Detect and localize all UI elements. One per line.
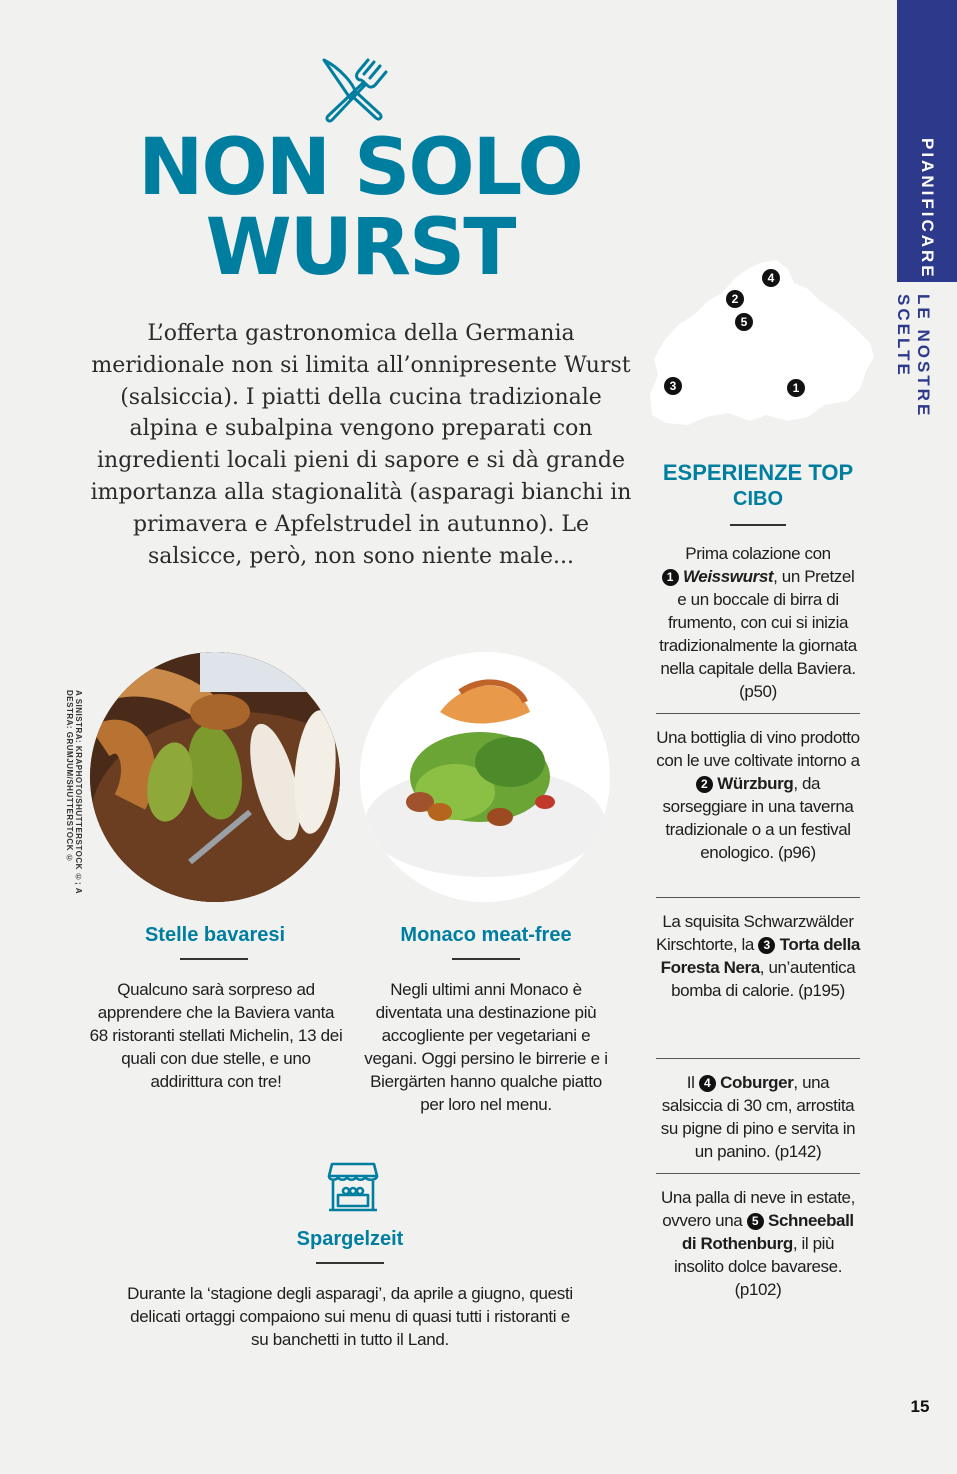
experience-item-5 bbox=[655, 1186, 861, 1301]
section-divider bbox=[316, 1262, 384, 1264]
section-heading-spargel: Spargelzeit bbox=[296, 1228, 404, 1250]
item-name: Würzburg bbox=[717, 774, 794, 793]
section-heading-monaco: Monaco meat-free bbox=[400, 924, 572, 946]
number-badge: 4 bbox=[699, 1075, 716, 1092]
item-name: Coburger bbox=[720, 1073, 794, 1092]
number-badge: 3 bbox=[758, 937, 775, 954]
item-text: Prima colazione con bbox=[685, 544, 831, 563]
item-text: Una palla di neve in estate, ovvero una bbox=[661, 1188, 855, 1230]
section-divider bbox=[452, 958, 520, 960]
section-label: LE NOSTRE SCELTE bbox=[894, 294, 933, 419]
item-text: Il bbox=[686, 1073, 695, 1092]
item-text: , un’autentica bomba di calorie. (p195) bbox=[671, 958, 856, 1000]
market-stall-icon bbox=[326, 1160, 380, 1214]
map-marker-2: 2 bbox=[726, 290, 744, 308]
item-text: La squisita Schwarzwälder Kirschtorte, la bbox=[656, 912, 854, 954]
photo-credit: A SINISTRA: KRAPHOTO/SHUTTERSTOCK ©; A DESTRA: GRUMJUM/SHUTTERSTOCK © bbox=[65, 690, 83, 894]
number-badge: 5 bbox=[747, 1213, 764, 1230]
side-tab-label: PIANIFICARE bbox=[918, 138, 937, 280]
item-text: Una bottiglia di vino prodotto con le uve coltivate intorno a bbox=[656, 728, 860, 770]
item-name: Schneeball di Rothenburg bbox=[681, 1211, 854, 1253]
item-text: , un Pretzel e un boccale di birra di frumento, con cui si inizia tradizionalmente la giornata nella capitale della Baviera. (p50) bbox=[659, 567, 857, 701]
experiences-rule bbox=[730, 524, 786, 526]
item-divider bbox=[656, 1173, 860, 1174]
cutlery-icon bbox=[318, 54, 388, 124]
salad-photo bbox=[360, 652, 610, 902]
item-divider bbox=[656, 713, 860, 714]
map-marker-3: 3 bbox=[664, 377, 682, 395]
section-body-spargel: Durante la ‘stagione degli asparagi’, da aprile a giugno, questi delicati ortaggi compaiono sui menu di quasi tutti i ristoranti e su banchetti in tutto il Land. bbox=[127, 1284, 573, 1349]
item-divider bbox=[656, 1058, 860, 1059]
number-badge: 1 bbox=[662, 569, 679, 586]
experience-item-2 bbox=[655, 726, 861, 864]
item-text: , una salsiccia di 30 cm, arrostita su pigne di pino e servita in un panino. (p142) bbox=[660, 1073, 856, 1161]
section-divider bbox=[180, 958, 248, 960]
item-text: , da sorseggiare in una taverna tradizionale o a un festival enologico. (p96) bbox=[662, 774, 854, 862]
map-marker-1: 1 bbox=[787, 379, 805, 397]
title-line-2: WURST bbox=[205, 203, 515, 293]
map-marker-5: 5 bbox=[735, 313, 753, 331]
weisswurst-photo bbox=[90, 652, 340, 902]
bavaria-map bbox=[648, 255, 878, 430]
item-name: Torta della Foresta Nera bbox=[660, 935, 860, 977]
item-name: Weisswurst bbox=[682, 567, 774, 586]
page-title bbox=[90, 123, 630, 293]
experience-item-3 bbox=[655, 910, 861, 1002]
experience-item-1 bbox=[655, 542, 861, 703]
page-number: 15 bbox=[910, 1397, 930, 1416]
number-badge: 2 bbox=[696, 776, 713, 793]
section-body-stelle: Qualcuno sarà sorpreso ad apprendere che la Baviera vanta 68 ristoranti stellati Michelin, 13 dei quali con due stelle, e uno addirittura con tre! bbox=[89, 980, 343, 1091]
section-heading-stelle: Stelle bavaresi bbox=[144, 924, 286, 946]
experience-item-4 bbox=[655, 1071, 861, 1163]
experiences-subtitle: CIBO bbox=[733, 488, 783, 510]
intro-paragraph: L’offerta gastronomica della Germania meridionale non si limita all’onnipresente Wurst (salsiccia). I piatti della cucina tradizionale alpina e subalpina vengono preparati con ingredienti locali pieni di sapore e si dà grande importanza alla stagionalità (asparagi bianchi in primavera e Apfelstrudel in autunno). Le salsicce, però, non sono niente male... bbox=[90, 321, 632, 569]
title-line-1: NON SOLO bbox=[138, 123, 582, 213]
map-marker-4: 4 bbox=[762, 269, 780, 287]
item-divider bbox=[656, 897, 860, 898]
section-body-monaco: Negli ultimi anni Monaco è diventata una destinazione più accogliente per vegetariani e vegani. Oggi persino le birrerie e i Biergärten hanno qualche piatto per loro nel menu. bbox=[364, 980, 608, 1114]
experiences-title: ESPERIENZE TOP bbox=[662, 460, 854, 485]
item-text: , il più insolito dolce bavarese. (p102) bbox=[673, 1234, 843, 1299]
